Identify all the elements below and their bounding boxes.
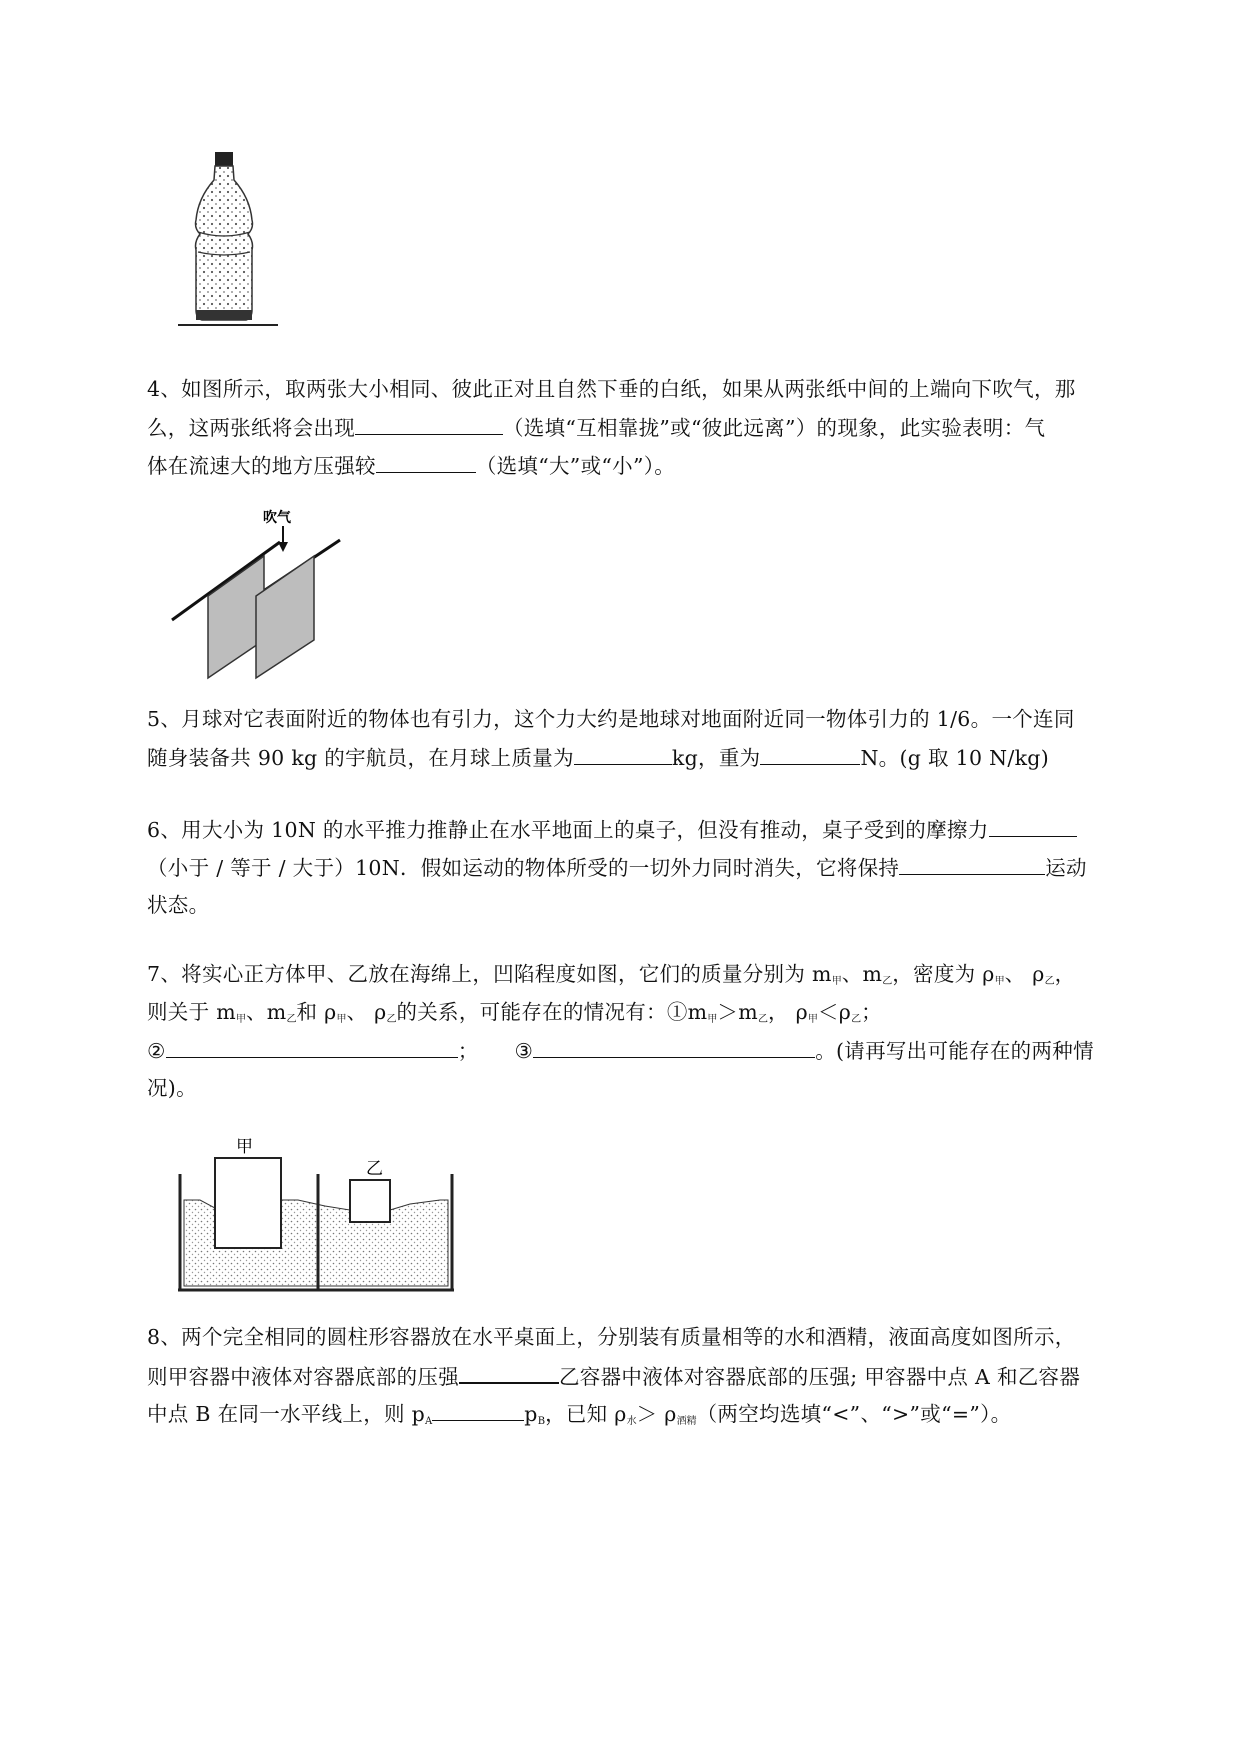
- q8-sub: B: [537, 1416, 546, 1427]
- q7-sub: 甲: [336, 1014, 347, 1025]
- q7-sub: 乙: [286, 1014, 297, 1025]
- q8-text: 中点 B 在同一水平线上，则 p: [147, 1402, 426, 1426]
- q7-sub: 甲: [807, 1014, 818, 1025]
- q8-line-3: [147, 1394, 1157, 1432]
- q7-sub: 甲: [707, 1014, 718, 1025]
- q7-blank-1[interactable]: [166, 1031, 458, 1058]
- question-7: [147, 955, 1157, 1107]
- q7-text: ＜ρ: [817, 1000, 852, 1024]
- q8-text: 乙容器中液体对容器底部的压强; 甲容器中点 A 和乙容器: [559, 1365, 1081, 1389]
- q7-text: 则关于 m: [147, 1000, 236, 1024]
- q4-blank-1[interactable]: [355, 408, 503, 435]
- q6-text: 运动: [1045, 856, 1087, 880]
- q4-line-3: [147, 446, 1157, 484]
- q7-sub: 甲: [994, 976, 1005, 987]
- q5-text: 随身装备共 90 kg 的宇航员，在月球上质量为: [147, 746, 574, 770]
- q5-blank-1[interactable]: [574, 738, 672, 765]
- q8-blank-1[interactable]: [459, 1356, 559, 1384]
- q4-line-1: 4、如图所示，取两张大小相同、彼此正对且自然下垂的白纸，如果从两张纸中间的上端向下吹气，那: [147, 377, 1076, 401]
- q8-sub: A: [425, 1416, 433, 1427]
- q7-sub: 乙: [386, 1014, 397, 1025]
- q7-text: 的关系，可能存在的情况有：①m: [396, 1000, 708, 1024]
- q6-text: 6、用大小为 10N 的水平推力推静止在水平地面上的桌子，但没有推动，桌子受到的摩擦力: [147, 818, 989, 842]
- bottle-figure: [170, 150, 290, 335]
- q8-sub: 酒精: [676, 1416, 697, 1427]
- q8-line-2: [147, 1356, 1157, 1394]
- question-6: [147, 810, 1157, 924]
- q8-text: 则甲容器中液体对容器底部的压强: [147, 1365, 459, 1389]
- q4-text: （选填“互相靠拢”或“彼此远离”）的现象，此实验表明：气: [503, 416, 1046, 440]
- q7-sub: 乙: [1044, 976, 1055, 987]
- q7-text: 、 ρ: [1004, 962, 1045, 986]
- blow-label: 吹气: [263, 510, 291, 526]
- q7-sub: 乙: [851, 1014, 862, 1025]
- q7-sub: 甲: [235, 1014, 246, 1025]
- q7-text: ＞m: [717, 1000, 758, 1024]
- question-4: [147, 370, 1157, 484]
- q6-blank-2[interactable]: [899, 848, 1045, 875]
- q8-blank-2[interactable]: [432, 1394, 524, 1421]
- q7-line-3: [147, 1031, 1157, 1069]
- q7-blank-2[interactable]: [533, 1031, 815, 1058]
- q7-text: ；: [457, 1039, 479, 1063]
- sponge-cubes-figure: [170, 1130, 460, 1300]
- q7-text: ， ρ: [767, 1000, 808, 1024]
- q7-text: 。(请再写出可能存在的两种情: [815, 1039, 1094, 1063]
- q8-line-1: 8、两个完全相同的圆柱形容器放在水平桌面上，分别装有质量相等的水和酒精，液面高度如图所示，: [147, 1325, 1076, 1349]
- q7-sub: 甲: [831, 976, 842, 987]
- q7-text: ，: [1054, 962, 1076, 986]
- q7-text: ②: [147, 1039, 166, 1063]
- q7-text: 和 ρ: [296, 1000, 337, 1024]
- q4-text: 体在流速大的地方压强较: [147, 454, 376, 478]
- q7-text: 、m: [245, 1000, 287, 1024]
- q6-text: （小于 / 等于 / 大于）10N．假如运动的物体所受的一切外力同时消失，它将保持: [147, 856, 900, 880]
- q7-text: 、m: [841, 962, 883, 986]
- q4-line-2: [147, 408, 1157, 446]
- q7-line-1: [147, 955, 1157, 993]
- q6-line-3: 状态。: [147, 893, 210, 917]
- q5-text: kg，重为: [671, 746, 761, 770]
- q5-line-1: 5、月球对它表面附近的物体也有引力，这个力大约是地球对地面附近同一物体引力的 1/6。一个连同: [147, 707, 1075, 731]
- q8-text: （两空均选填“<”、“>”或“=”）。: [696, 1402, 1012, 1426]
- question-5: [147, 700, 1157, 776]
- question-8: [147, 1318, 1157, 1432]
- q7-text: ；: [861, 1000, 882, 1024]
- q7-line-4: 况)。: [147, 1076, 197, 1100]
- q7-text: 7、将实心正方体甲、乙放在海绵上，凹陷程度如图，它们的质量分别为 m: [147, 962, 832, 986]
- q6-line-2: [147, 848, 1157, 886]
- q5-text: N。(g 取 10 N/kg): [860, 746, 1050, 770]
- q6-line-1: [147, 810, 1157, 848]
- q4-blank-2[interactable]: [376, 446, 476, 473]
- q7-sub: 乙: [757, 1014, 768, 1025]
- q8-text: ＞ ρ: [636, 1402, 677, 1426]
- q5-line-2: [147, 738, 1157, 776]
- papers-figure: [160, 500, 350, 680]
- q4-text: （选填“大”或“小”）。: [475, 454, 676, 478]
- q7-text: ，密度为 ρ: [892, 962, 995, 986]
- q7-line-2: [147, 993, 1157, 1031]
- q6-blank-1[interactable]: [989, 810, 1077, 837]
- q7-text: 、 ρ: [346, 1000, 387, 1024]
- label-yi: 乙: [366, 1159, 383, 1179]
- q7-text: ③: [514, 1039, 534, 1063]
- label-jia: 甲: [236, 1137, 253, 1157]
- q4-text: 么，这两张纸将会出现: [147, 416, 355, 440]
- q7-sub: 乙: [882, 976, 893, 987]
- q8-sub: 水: [626, 1416, 637, 1427]
- q8-text: p: [524, 1402, 538, 1426]
- q5-blank-2[interactable]: [760, 738, 860, 765]
- q8-text: ，已知 ρ: [545, 1402, 627, 1426]
